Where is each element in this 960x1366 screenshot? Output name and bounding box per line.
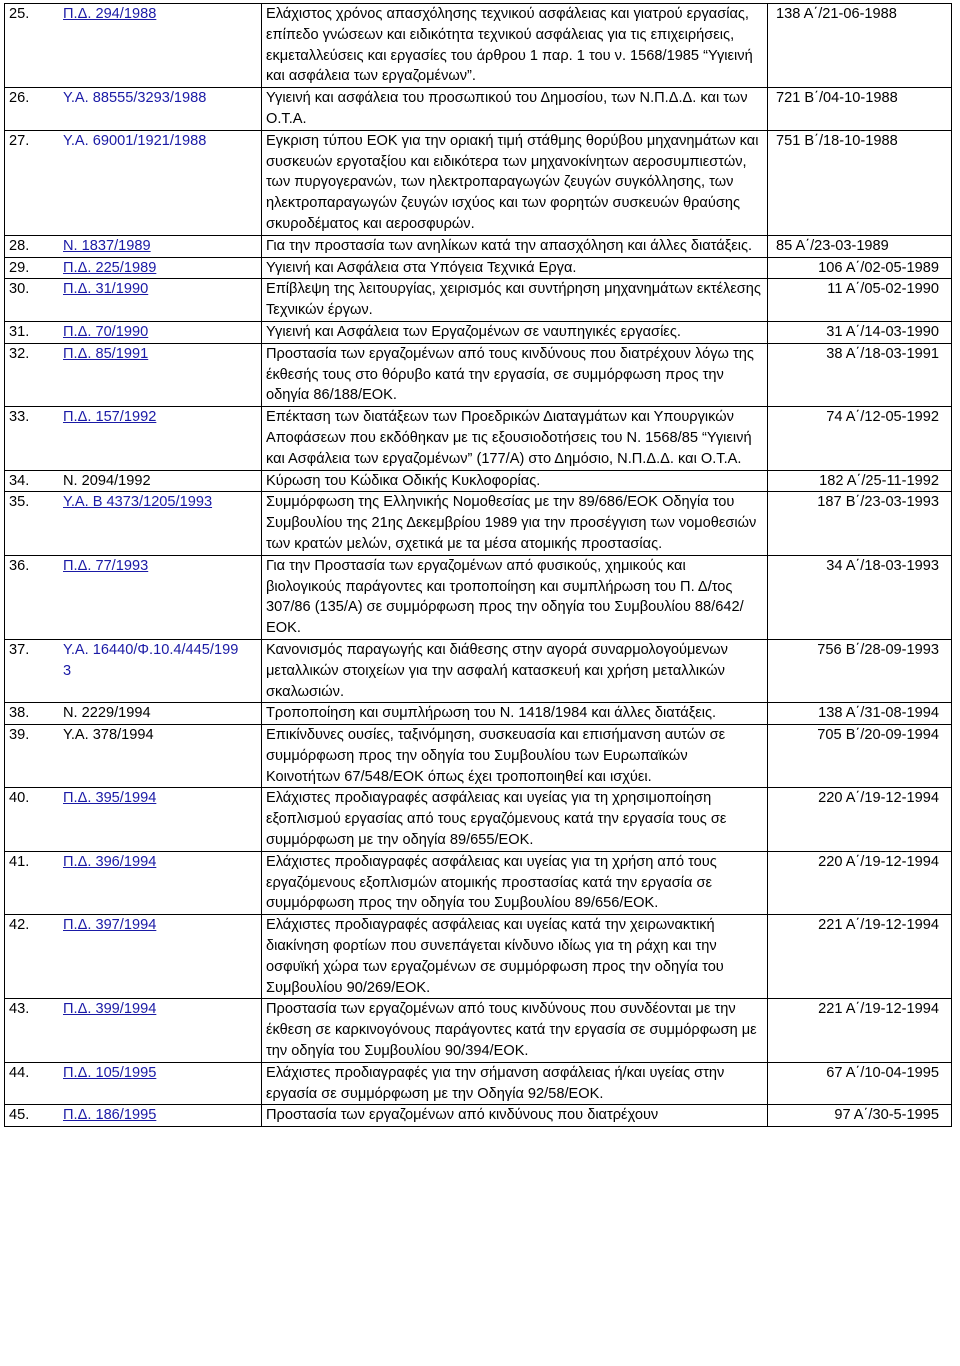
row-number: 31.: [9, 323, 30, 340]
fek-cell: 187 Β΄/23-03-1993: [768, 492, 952, 555]
row-number: 29.: [9, 259, 30, 276]
fek-cell: 106 Α΄/02-05-1989: [768, 257, 952, 279]
reference-link[interactable]: Π.Δ. 31/1990: [63, 281, 149, 298]
row-number: 45.: [9, 1107, 30, 1124]
row-number: 34.: [9, 472, 30, 489]
row-number: 35.: [9, 494, 30, 511]
reference-link[interactable]: Π.Δ. 395/1994: [63, 790, 157, 807]
description-cell: Συμμόρφωση της Ελληνικής Νομοθεσίας με την 89/686/ΕΟΚ Οδηγία του Συμβουλίου της 21ης Δεκεμβρίου 1989 για την προσέγγιση των νομοθεσιών των κρατών μελών, σχετικά με τα μέσα ατομικής προστασίας.: [262, 492, 768, 555]
description-cell: Υγιεινή και Ασφάλεια των Εργαζομένων σε ναυπηγικές εργασίες.: [262, 321, 768, 343]
description-cell: Κύρωση του Κώδικα Οδικής Κυκλοφορίας.: [262, 470, 768, 492]
reference-text: Υ.Α. 88555/3293/1988: [63, 90, 207, 107]
description-cell: Επικίνδυνες ουσίες, ταξινόμηση, συσκευασία και επισήμανση αυτών σε συμμόρφωση προς την οδηγία του Συμβουλίου των Ευρωπαϊκών Κοινοτήτων 67/548/ΕΟΚ όπως έχει τροποποιηθεί και ισχύει.: [262, 725, 768, 788]
reference-cell: [5, 343, 262, 406]
reference-cell: [5, 470, 262, 492]
description-cell: Τροποποίηση και συμπλήρωση του Ν. 1418/1984 και άλλες διατάξεις.: [262, 703, 768, 725]
reference-cell: [5, 235, 262, 257]
reference-cell: [5, 788, 262, 851]
reference-link[interactable]: Π.Δ. 396/1994: [63, 853, 157, 870]
table-row: [5, 257, 952, 279]
row-number: 39.: [9, 727, 30, 744]
reference-link[interactable]: Π.Δ. 294/1988: [63, 6, 157, 22]
reference-cell: [5, 1105, 262, 1127]
table-row: [5, 915, 952, 999]
fek-cell: 221 Α΄/19-12-1994: [768, 915, 952, 999]
description-cell: Ελάχιστες προδιαγραφές ασφάλειας και υγείας κατά την χειρωνακτική διακίνηση φορτίων που συνεπάγεται κίνδυνο ιδίως για τη ράχη και την οσφυϊκή χώρα των εργαζομένων σε συμμόρφωση προς την οδηγία του Συμβουλίου 90/269/ΕΟΚ.: [262, 915, 768, 999]
fek-cell: 97 Α΄/30-5-1995: [768, 1105, 952, 1127]
fek-cell: 138 Α΄/31-08-1994: [768, 703, 952, 725]
reference-link[interactable]: Π.Δ. 397/1994: [63, 917, 157, 934]
description-cell: Για την Προστασία των εργαζομένων από φυσικούς, χημικούς και βιολογικούς παράγοντες και τροποποίηση και συμπλήρωση του Π. Δ/τος 307/86 (135/Α) σε συμμόρφωση προς την οδηγία του Συμβουλίου 88/642/ΕΟΚ.: [262, 555, 768, 639]
reference-cell: [5, 279, 262, 322]
reference-text: Υ.Α. 378/1994: [63, 727, 154, 744]
reference-cell: [5, 4, 262, 88]
table-row: [5, 88, 952, 131]
fek-cell: 182 Α΄/25-11-1992: [768, 470, 952, 492]
reference-text: Ν. 2094/1992: [63, 472, 151, 489]
reference-link[interactable]: Π.Δ. 77/1993: [63, 557, 149, 574]
reference-link[interactable]: Π.Δ. 105/1995: [63, 1064, 157, 1081]
reference-text: Ν. 2229/1994: [63, 705, 151, 722]
reference-cell: [5, 1062, 262, 1105]
reference-link[interactable]: Π.Δ. 85/1991: [63, 345, 149, 362]
description-cell: Ελάχιστος χρόνος απασχόλησης τεχνικού ασφάλειας και γιατρού εργασίας, επίπεδο γνώσεων και ειδικότητα τεχνικού ασφάλειας για τις επιχειρήσεις, εκμεταλλεύσεις και εργασίες του άρθρου 1 παρ. 1 του ν. 1568/1985 “Υγιεινή και ασφάλεια των εργαζομένων”.: [262, 4, 768, 88]
reference-cell: [5, 257, 262, 279]
reference-cell: [5, 321, 262, 343]
reference-link[interactable]: Π.Δ. 186/1995: [63, 1107, 157, 1124]
row-number: 44.: [9, 1064, 30, 1081]
description-cell: Προστασία των εργαζομένων από τους κινδύνους που διατρέχουν λόγω της έκθεσής τους στο θόρυβο κατά την εργασία, σε συμμόρφωση προς την οδηγία 86/188/ΕΟΚ.: [262, 343, 768, 406]
row-number: 26.: [9, 90, 30, 107]
reference-cell: [5, 407, 262, 470]
row-number: 42.: [9, 917, 30, 934]
table-row: [5, 851, 952, 914]
reference-cell: [5, 725, 262, 788]
table-row: [5, 999, 952, 1062]
legislation-table: [4, 3, 952, 1127]
fek-cell: 31 Α΄/14-03-1990: [768, 321, 952, 343]
table-row: [5, 1062, 952, 1105]
table-row: [5, 4, 952, 88]
reference-cell: [5, 851, 262, 914]
reference-link[interactable]: Π.Δ. 157/1992: [63, 409, 157, 426]
row-number: 25.: [9, 6, 30, 22]
fek-cell: 38 Α΄/18-03-1991: [768, 343, 952, 406]
table-row: [5, 1105, 952, 1127]
reference-cell: [5, 703, 262, 725]
table-row: [5, 725, 952, 788]
description-cell: Επέκταση των διατάξεων των Προεδρικών Διαταγμάτων και Υπουργικών Αποφάσεων που εκδόθηκαν με τις εξουσιοδοτήσεις του Ν. 1568/85 “Υγιεινή και Ασφάλεια των εργαζομένων” (177/Α) στο Δημόσιο, Ν.Π.Δ.Δ. και Ο.Τ.Α.: [262, 407, 768, 470]
reference-link[interactable]: Π.Δ. 399/1994: [63, 1001, 157, 1018]
reference-text: Υ.Α. 16440/Φ.10.4/445/1993: [63, 641, 239, 679]
fek-cell: 756 Β΄/28-09-1993: [768, 639, 952, 702]
fek-cell: 220 Α΄/19-12-1994: [768, 851, 952, 914]
row-number: 33.: [9, 409, 30, 426]
table-row: [5, 639, 952, 702]
description-cell: Για την προστασία των ανηλίκων κατά την απασχόληση και άλλες διατάξεις.: [262, 235, 768, 257]
row-number: 27.: [9, 132, 30, 149]
row-number: 41.: [9, 853, 30, 870]
row-number: 36.: [9, 557, 30, 574]
description-cell: Εγκριση τύπου ΕΟΚ για την οριακή τιμή στάθμης θορύβου μηχανημάτων και συσκευών εργοταξίου και ειδικότερα των μηχανοκίνητων αεροσυμπιεστών, των πυργογερανών, των ηλεκτροπαραγωγών ζευγών συγκόλλησης, των ηλεκτροπαραγωγών ζευγών ισχύος και των φορητών συσκευών θραύσης σκυροδέματος και αεροσφυρών.: [262, 130, 768, 235]
reference-cell: [5, 130, 262, 235]
reference-link[interactable]: Ν. 1837/1989: [63, 237, 151, 254]
row-number: 40.: [9, 790, 30, 807]
row-number: 37.: [9, 641, 30, 658]
table-row: [5, 279, 952, 322]
reference-cell: [5, 639, 262, 702]
reference-link[interactable]: Π.Δ. 225/1989: [63, 259, 157, 276]
fek-cell: 67 Α΄/10-04-1995: [768, 1062, 952, 1105]
fek-cell: 721 Β΄/04-10-1988: [768, 88, 952, 131]
description-cell: Προστασία των εργαζομένων από τους κινδύνους που συνδέονται με την έκθεση σε καρκινογόνους παράγοντες κατά την εργασία σε συμμόρφωση με την οδηγία του Συμβουλίου 90/394/ΕΟΚ.: [262, 999, 768, 1062]
fek-cell: 11 Α΄/05-02-1990: [768, 279, 952, 322]
description-cell: Ελάχιστες προδιαγραφές ασφάλειας και υγείας για τη χρήση από τους εργαζόμενους εξοπλισμών ατομικής προστασίας κατά την εργασία σε συμμόρφωση προς την οδηγία του Συμβουλίου 89/656/ΕΟΚ.: [262, 851, 768, 914]
description-cell: Υγιεινή και Ασφάλεια στα Υπόγεια Τεχνικά Εργα.: [262, 257, 768, 279]
reference-link[interactable]: Υ.Α. Β 4373/1205/1993: [63, 494, 213, 511]
fek-cell: 74 Α΄/12-05-1992: [768, 407, 952, 470]
table-row: [5, 703, 952, 725]
row-number: 32.: [9, 345, 30, 362]
table-row: [5, 555, 952, 639]
description-cell: Προστασία των εργαζομένων από κινδύνους που διατρέχουν: [262, 1105, 768, 1127]
fek-cell: 220 Α΄/19-12-1994: [768, 788, 952, 851]
table-row: [5, 235, 952, 257]
table-row: [5, 321, 952, 343]
row-number: 30.: [9, 281, 30, 298]
table-row: [5, 788, 952, 851]
reference-cell: [5, 88, 262, 131]
reference-cell: [5, 999, 262, 1062]
description-cell: Ελάχιστες προδιαγραφές ασφάλειας και υγείας για τη χρησιμοποίηση εξοπλισμού εργασίας από τους εργαζόμενους κατά την εργασία τους σε συμμόρφωση με την οδηγία 89/655/ΕΟΚ.: [262, 788, 768, 851]
table-row: [5, 343, 952, 406]
reference-cell: [5, 915, 262, 999]
description-cell: Ελάχιστες προδιαγραφές για την σήμανση ασφάλειας ή/και υγείας στην εργασία σε συμμόρφωση με την Οδηγία 92/58/ΕΟΚ.: [262, 1062, 768, 1105]
table-row: [5, 130, 952, 235]
fek-cell: 85 Α΄/23-03-1989: [768, 235, 952, 257]
table-row: [5, 492, 952, 555]
fek-cell: 221 Α΄/19-12-1994: [768, 999, 952, 1062]
fek-cell: 705 Β΄/20-09-1994: [768, 725, 952, 788]
fek-cell: 138 Α΄/21-06-1988: [768, 4, 952, 88]
fek-cell: 34 Α΄/18-03-1993: [768, 555, 952, 639]
reference-link[interactable]: Π.Δ. 70/1990: [63, 323, 149, 340]
description-cell: Υγιεινή και ασφάλεια του προσωπικού του Δημοσίου, των Ν.Π.Δ.Δ. και των Ο.Τ.Α.: [262, 88, 768, 131]
fek-cell: 751 Β΄/18-10-1988: [768, 130, 952, 235]
table-row: [5, 407, 952, 470]
description-cell: Κανονισμός παραγωγής και διάθεσης στην αγορά συναρμολογούμενων μεταλλικών στοιχείων για την ασφαλή κατασκευή και χρήση μεταλλικών σκαλωσιών.: [262, 639, 768, 702]
reference-cell: [5, 492, 262, 555]
row-number: 38.: [9, 705, 30, 722]
row-number: 28.: [9, 237, 30, 254]
table-row: [5, 470, 952, 492]
description-cell: Επίβλεψη της λειτουργίας, χειρισμός και συντήρηση μηχανημάτων εκτέλεσης Τεχνικών έργων.: [262, 279, 768, 322]
row-number: 43.: [9, 1001, 30, 1018]
reference-cell: [5, 555, 262, 639]
reference-text: Υ.Α. 69001/1921/1988: [63, 132, 207, 149]
